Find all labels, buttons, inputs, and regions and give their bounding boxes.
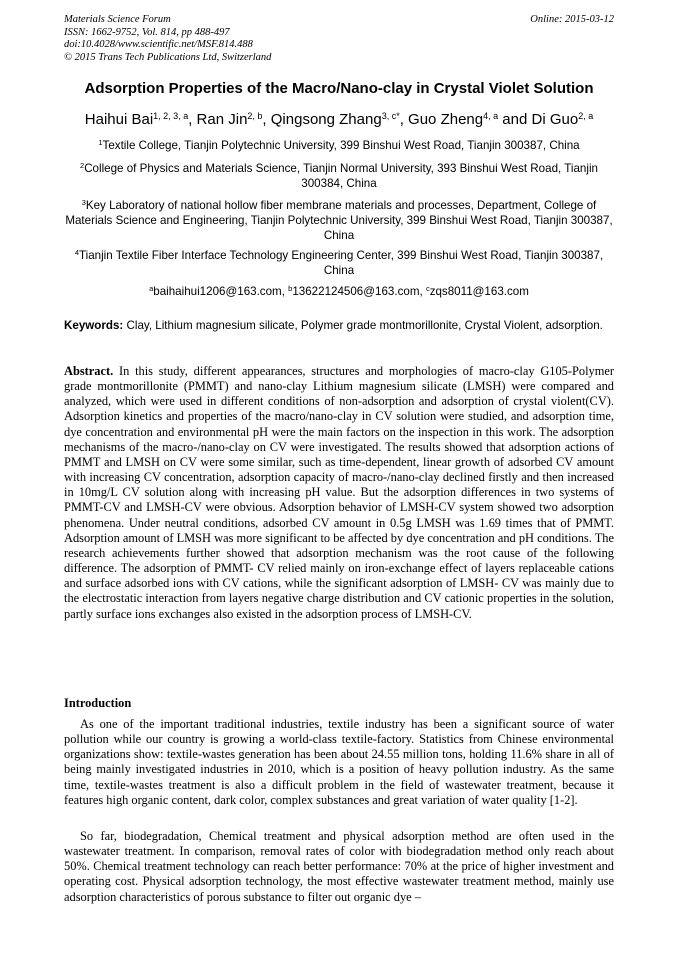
author-list [30, 111, 648, 128]
keywords [64, 318, 614, 333]
intro-paragraph-1: As one of the important traditional industries, textile industry has been a significant source of water pollution while our country is growing a world-class textile-factory. Statistics from Chinese environmental organizations show: textile-wastes generation has been about 24.55 million tons, holding 11.6% share in all of being mainly investigated industries in 2010, which is a position of heavy pollution industry. As the same time, textile-wastes treatment is also a difficult problem in the field of wastewater treatment, because it features high organic content, dark color, complex substances and great variation of water quality [1-2]. [64, 717, 614, 807]
paper-title: Adsorption Properties of the Macro/Nano-clay in Crystal Violet Solution [84, 80, 594, 97]
affiliation-4: $^4$Tianjin Textile Fiber Interface Technology Engineering Center, 399 Binshui West Road, Tianjin 300387, China [74, 248, 604, 277]
online-date: Online: 2015-03-12 [530, 14, 614, 25]
author: Ran Jin$^{2, b}$, [196, 111, 271, 128]
email-link[interactable]: 13622124506@163.com, [292, 285, 426, 298]
email-link[interactable]: baihaihui1206@163.com, [153, 285, 289, 298]
affiliation-1: $^1$Textile College, Tianjin Polytechnic University, 399 Binshui West Road, Tianjin 300387, China [98, 138, 580, 152]
copyright-line: © 2015 Trans Tech Publications Ltd, Switzerland [64, 51, 272, 63]
author: Di Guo$^{2, a}$ [531, 111, 594, 128]
publication-info [64, 14, 271, 64]
keywords-label: Keywords: [64, 319, 124, 332]
keywords-text: Clay, Lithium magnesium silicate, Polymer grade montmorillonite, Crystal Violent, adsorption. [123, 319, 603, 332]
abstract-text: In this study, different appearances, structures and morphologies of macro-clay G105-Polymer grade montmorillonite (PMMT) and nano-clay Lithium magnesium silicate (LMSH) were compared and analyzed, which were used in different conditions of non-adsorption and adsorption of crystal violent(CV). Adsorption kinetics and properties of the macro/nano-clay in CV solution were studied, and adsorption time, dye concentration and environmental pH were the main factors on the inspection in this work. The adsorption mechanisms of the macro-/nano-clay on CV were investigated. The results showed that adsorption actions of PMMT and LMSH on CV were some similar, such as time-dependent, linear growth of adsorbed CV amount with increasing CV concentration, adsorption capacity of macro-/nano-clay declined firstly and then increased in 10mg/L CV solution along with increasing pH value. But the adsorption differences in two systems of PMMT-CV and LMSH-CV were obvious. Adsorption behavior of LMSH-CV system showed two adsorption phenomena. Under neutral conditions, adsorbed CV amount in 0.5g LMSH was 1.69 times that of PMMT. Adsorption amount of LMSH was more significant to be affected by dye concentration and pH conditions. The research achievements further showed that adsorption mechanism was the root cause of the following difference. The adsorption of PMMT- CV relied mainly on iron-exchange effect of layers replaceable cations and surface adsorbed ions with CV cations, while the significant adsorption of LMSH- CV was mainly due to the electrostatic interaction from layers negative charge distribution and CV cationic properties in the solution, partly surface ions exchanges also existed in the adsorption process of LMSH-CV. [64, 364, 614, 621]
doi-line: doi:10.4028/www.scientific.net/MSF.814.488 [64, 39, 253, 50]
author: Guo Zheng$^{4, a}$ and [408, 111, 532, 128]
intro-paragraph-2: So far, biodegradation, Chemical treatment and physical adsorption method are often used in the wastewater treatment. In comparison, removal rates of color with biodegradation method only reach about 50%. Chemical treatment technology can reach better performance: 70% at the price of higher investment and operating cost. Physical adsorption technology, the most effective wastewater treatment method, mainly use adsorption characteristics of porous substance to filter out organic dye – [64, 829, 614, 904]
email-link[interactable]: zqs8011@163.com [429, 285, 529, 298]
author: Haihui Bai$^{1, 2, 3, a}$, [84, 111, 197, 128]
issn-line: ISSN: 1662-9752, Vol. 814, pp 488-497 [64, 26, 230, 38]
abstract [64, 364, 614, 622]
affiliation-2: $^2$College of Physics and Materials Science, Tianjin Normal University, 393 Binshui West Road, Tianjin 300384, China [80, 161, 598, 190]
journal-name: Materials Science Forum [64, 14, 171, 25]
abstract-label: Abstract. [64, 364, 114, 378]
author: Qingsong Zhang$^{3, c*}$, [270, 111, 409, 128]
affiliation-3: $^3$Key Laboratory of national hollow fiber membrane materials and processes, Department, College of Materials Science and Engineering, Tianjin Polytechnic University, 399 Binshui West Road, Tianjin 300387, China [65, 198, 613, 242]
email-line: $^a$baihaihui1206@163.com, $^b$13622124506@163.com, $^c$zqs8011@163.com [149, 284, 529, 298]
introduction-heading: Introduction [64, 696, 132, 710]
